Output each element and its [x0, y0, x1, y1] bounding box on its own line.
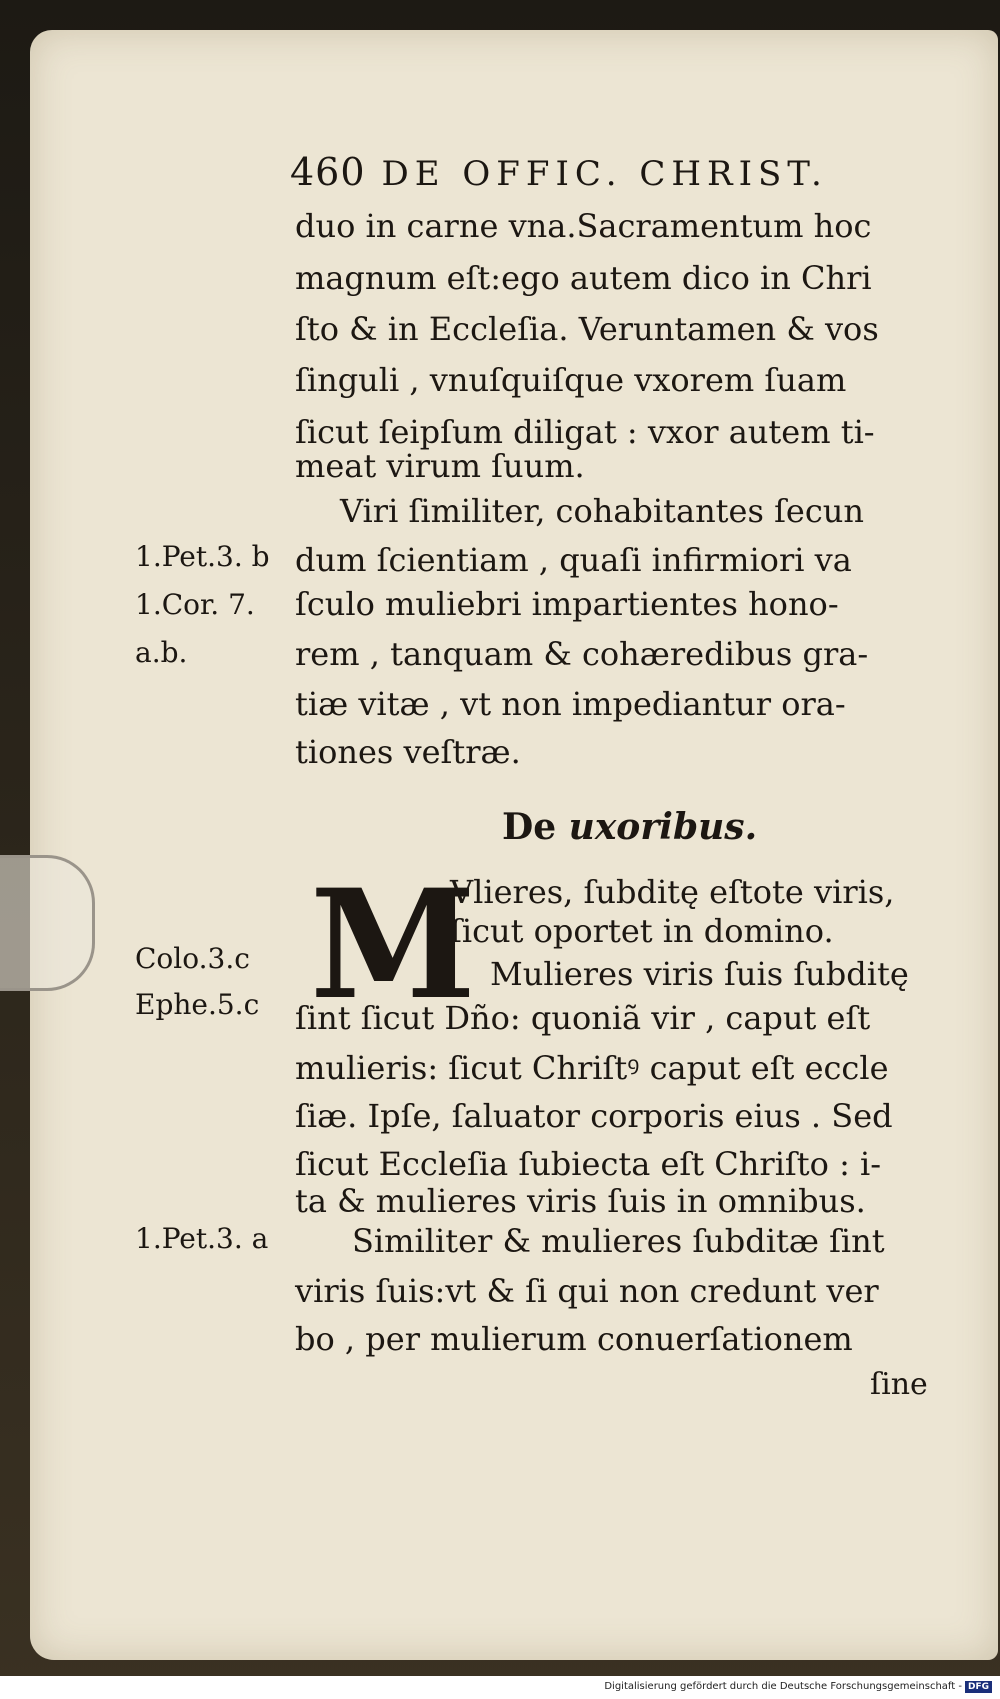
- body-line: rem , tanquam & cohæredibus gra-: [295, 635, 869, 673]
- body-line: ſiæ. Ipſe, ſaluator corporis eius . Sed: [295, 1097, 893, 1135]
- dfg-logo: DFG: [965, 1681, 992, 1693]
- body-line: Vlieres, ſubditę eſtote viris,: [450, 873, 895, 911]
- section-heading: [502, 806, 757, 848]
- margin-reference: Colo.3.c: [135, 942, 250, 975]
- margin-reference: 1.Pet.3. b: [135, 540, 270, 573]
- margin-reference: 1.Pet.3. a: [135, 1222, 269, 1255]
- body-line: Mulieres viris ſuis ſubditę: [490, 955, 909, 993]
- body-line: ſicut oportet in domino.: [450, 912, 834, 950]
- body-line: viris ſuis:vt & ſi qui non credunt ver: [295, 1272, 879, 1310]
- body-line: bo , per mulierum conuerſationem: [295, 1320, 853, 1358]
- body-line: tiones veſtræ.: [295, 733, 521, 771]
- running-header: [290, 150, 828, 194]
- digitization-credit: [604, 1681, 992, 1693]
- body-line: ſto & in Eccleſia. Veruntamen & vos: [295, 310, 879, 348]
- section-heading-de: De: [502, 806, 557, 848]
- body-line: Similiter & mulieres ſubditæ ſint: [352, 1222, 885, 1260]
- credit-text: Digitalisierung gefördert durch die Deutsche Forschungsgemeinschaft -: [604, 1681, 962, 1692]
- body-line: tiæ vitæ , vt non impediantur ora-: [295, 685, 846, 723]
- body-line: ſculo muliebri impartientes hono-: [295, 585, 839, 623]
- body-line: meat virum ſuum.: [295, 447, 585, 485]
- body-line: ſinguli , vnuſquiſque vxorem ſuam: [295, 361, 847, 399]
- drop-capital: M: [310, 857, 477, 1033]
- body-line: ſint ſicut Dño: quoniã vir , caput eſt: [295, 999, 871, 1037]
- body-line: dum ſcientiam , quaſi infirmiori va: [295, 541, 852, 579]
- margin-reference: Ephe.5.c: [135, 988, 260, 1021]
- body-line: ſicut ſeipſum diligat : vxor autem ti-: [295, 413, 875, 451]
- body-line: ſicut Eccleſia ſubiecta eſt Chriſto : i-: [295, 1145, 882, 1183]
- catchword: ſine: [870, 1367, 928, 1402]
- section-heading-title: uxoribus.: [568, 806, 758, 848]
- page-number: 460: [290, 150, 366, 194]
- margin-reference: a.b.: [135, 636, 188, 669]
- body-line: ta & mulieres viris ſuis in omnibus.: [295, 1182, 866, 1220]
- running-title: DE OFFIC. CHRIST.: [381, 154, 828, 194]
- body-line: Viri ſimiliter, cohabitantes ſecun: [340, 492, 864, 530]
- body-line: duo in carne vna.Sacramentum hoc: [295, 207, 872, 245]
- body-line: magnum eſt:ego autem dico in Chri: [295, 259, 872, 297]
- margin-reference: 1.Cor. 7.: [135, 588, 255, 621]
- page-clip: [0, 855, 95, 991]
- body-line: mulieris: ſicut Chriſtꝰ caput eſt eccle: [295, 1049, 889, 1087]
